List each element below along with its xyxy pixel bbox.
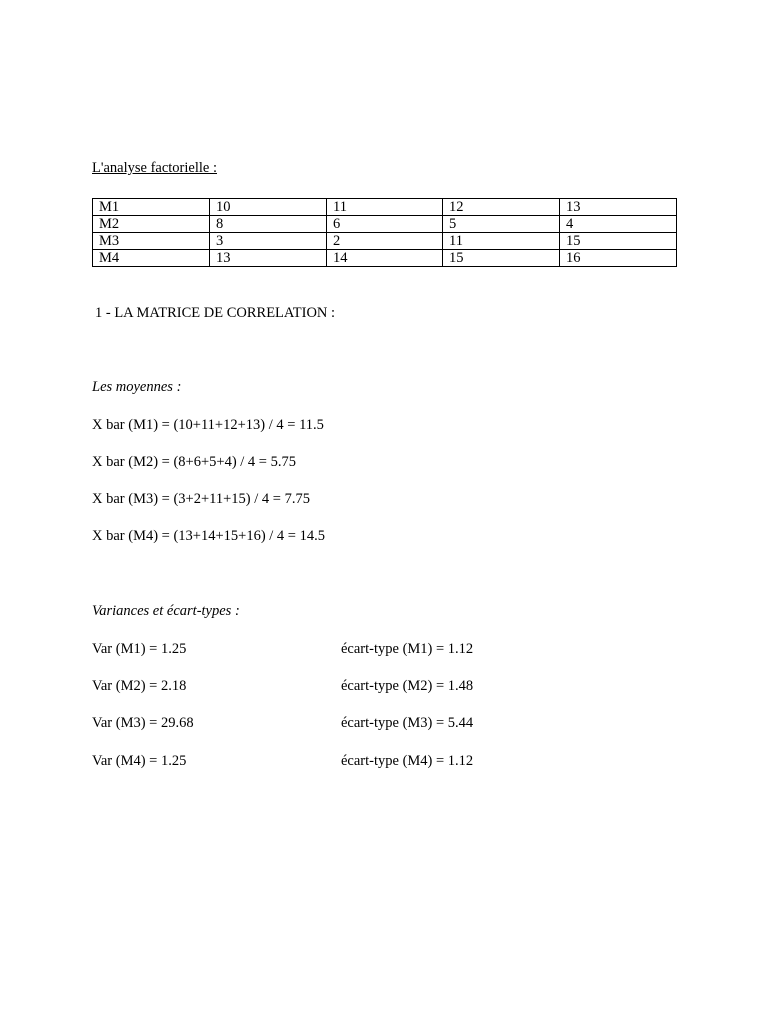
table-cell: 14	[327, 250, 443, 267]
row-label-cell: M3	[93, 233, 210, 250]
variance-value: Var (M2) = 2.18	[92, 678, 187, 694]
table-cell: 3	[210, 233, 327, 250]
std-dev-value: écart-type (M2) = 1.48	[341, 678, 474, 694]
table-row	[93, 199, 677, 216]
table-cell: 5	[443, 216, 560, 233]
row-label-cell: M4	[93, 250, 210, 267]
table-cell: 10	[210, 199, 327, 216]
table-cell: 4	[560, 216, 677, 233]
data-table	[92, 198, 677, 267]
mean-line: X bar (M4) = (13+14+15+16) / 4 = 14.5	[92, 528, 325, 544]
variance-value: Var (M4) = 1.25	[92, 753, 187, 769]
table-cell: 13	[560, 199, 677, 216]
moyennes-heading: Les moyennes :	[92, 379, 182, 395]
mean-line: X bar (M2) = (8+6+5+4) / 4 = 5.75	[92, 454, 296, 470]
section-heading: 1 - LA MATRICE DE CORRELATION :	[95, 305, 336, 321]
mean-line: X bar (M1) = (10+11+12+13) / 4 = 11.5	[92, 417, 324, 433]
table-cell: 2	[327, 233, 443, 250]
table-cell: 8	[210, 216, 327, 233]
std-dev-value: écart-type (M4) = 1.12	[341, 753, 474, 769]
table-cell: 13	[210, 250, 327, 267]
table-cell: 16	[560, 250, 677, 267]
table-cell: 15	[443, 250, 560, 267]
table-row	[93, 233, 677, 250]
table-cell: 11	[443, 233, 560, 250]
table-cell: 15	[560, 233, 677, 250]
std-dev-value: écart-type (M3) = 5.44	[341, 715, 474, 731]
variances-heading: Variances et écart-types :	[92, 603, 240, 619]
table-cell: 6	[327, 216, 443, 233]
table-row	[93, 216, 677, 233]
row-label-cell: M2	[93, 216, 210, 233]
table-row	[93, 250, 677, 267]
table-cell: 11	[327, 199, 443, 216]
mean-line: X bar (M3) = (3+2+11+15) / 4 = 7.75	[92, 491, 310, 507]
document-title: L'analyse factorielle :	[92, 160, 217, 176]
variance-value: Var (M1) = 1.25	[92, 641, 187, 657]
table-cell: 12	[443, 199, 560, 216]
row-label-cell: M1	[93, 199, 210, 216]
std-dev-value: écart-type (M1) = 1.12	[341, 641, 474, 657]
variance-value: Var (M3) = 29.68	[92, 715, 194, 731]
